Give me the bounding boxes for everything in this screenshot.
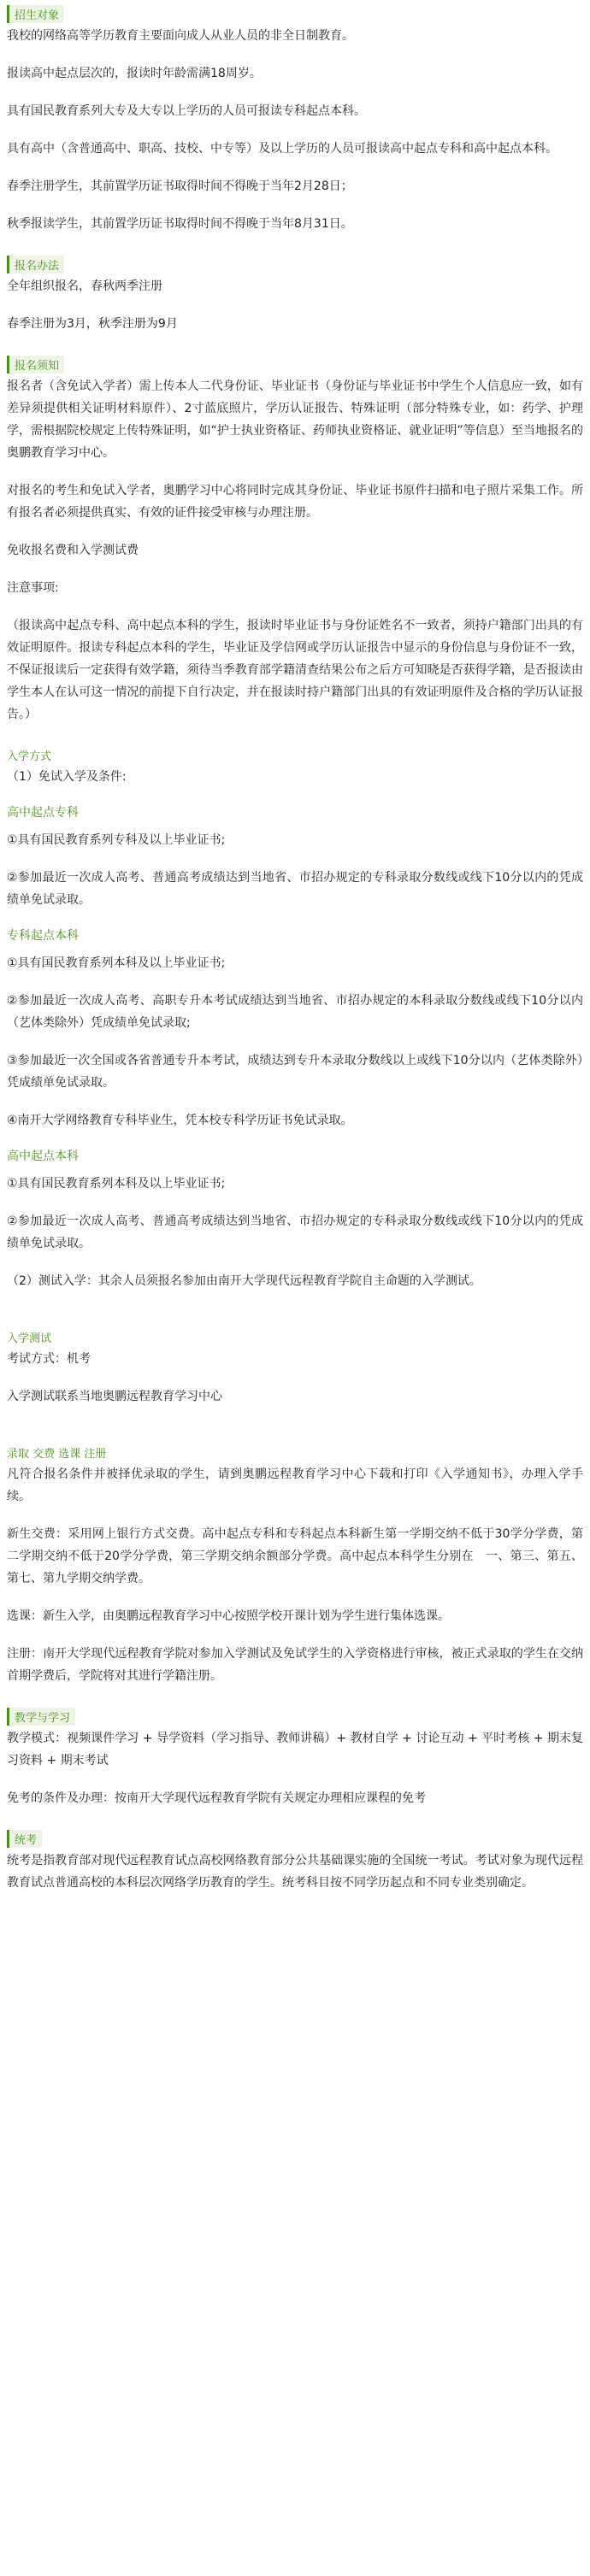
section-heading: 入学方式 xyxy=(7,750,52,763)
paragraph: 教学模式：视频课件学习 + 导学资料（学习指导、教师讲稿）+ 教材自学 + 讨论互动 + 平时考核 + 期末复习资料 + 期末考试 xyxy=(7,1732,583,1767)
paragraph: 我校的网络高等学历教育主要面向成人从业人员的非全日制教育。 xyxy=(7,29,354,43)
paragraph: 报读高中起点层次的，报读时年龄需满18周岁。 xyxy=(7,67,262,80)
paragraph: 春季注册学生，其前置学历证书取得时间不得晚于当年2月28日； xyxy=(7,179,353,193)
paragraph: ①具有国民教育系列本科及以上毕业证书; xyxy=(7,956,226,970)
section-admission-fees xyxy=(7,1438,583,1687)
paragraph: （1）免试入学及条件: xyxy=(7,770,127,784)
section-enrollment-target xyxy=(7,0,583,235)
paragraph: 选课：新生入学，由奥鹏远程教育学习中心按照学校开课计划为学生进行集体选课。 xyxy=(7,1609,450,1623)
section-heading: 报名须知 xyxy=(7,356,64,373)
section-heading: 报名办法 xyxy=(7,256,64,273)
paragraph: ②参加最近一次成人高考、高职专升本考试成绩达到当地省、市招办规定的本科录取分数线或线下10分以内（艺体类除外）凭成绩单免试录取; xyxy=(7,994,583,1030)
section-registration-method xyxy=(7,250,583,335)
paragraph: ④南开大学网络教育专科毕业生，凭本校专科学历证书免试录取。 xyxy=(7,1114,353,1127)
paragraph: 具有国民教育系列大专及大专以上学历的人员可报读专科起点本科。 xyxy=(7,104,366,118)
paragraph: 报名者（含免试入学者）需上传本人二代身份证、毕业证书（身份证与毕业证书中学生个人信息应一致，如有差异须提供相关证明材料原件）、2寸蓝底照片，学历认证报告、特殊证明（部分特殊专业，如：药学、护理学，需根据院校规定上传特殊证明，如“护士执业资格证、药师执业资格证、就业证明”等信息）至当地报名的奥鹏教育学习中心。 xyxy=(7,379,583,460)
subsection-heading: 高中起点专科 xyxy=(7,806,79,820)
section-teaching-learning xyxy=(7,1703,583,1809)
paragraph: ①具有国民教育系列本科及以上毕业证书; xyxy=(7,1177,226,1191)
paragraph: 新生交费：采用网上银行方式交费。高中起点专科和专科起点本科新生第一学期交纳不低于30学分学费，第二学期交纳不低于20学分学费，第三学期交纳余额部分学费。高中起点本科学生分别在 一、第三、第五、第七、第九学期交纳学费。 xyxy=(7,1527,583,1585)
subsection-heading: 专科起点本科 xyxy=(7,929,79,943)
section-heading: 教学与学习 xyxy=(7,1708,75,1726)
paragraph: （报读高中起点专科、高中起点本科的学生，报读时毕业证书与身份证姓名不一致者，须持户籍部门出具的有效证明原件。报读专科起点本科的学生，毕业证及学信网或学历认证报告中显示的身份信息与身份证不一致，不保证报读后一定获得有效学籍，须待当季教育部学籍清查结果公布之后方可知晓是否获得学籍，是否报读由学生本人在认可这一情况的前提下自行决定，并在报读时持户籍部门出具的有效证明原件及合格的学历认证报告。） xyxy=(7,619,583,721)
paragraph: 注册：南开大学现代远程教育学院对参加入学测试及免试学生的入学资格进行审核，被正式录取的学生在交纳首期学费后，学院将对其进行学籍注册。 xyxy=(7,1647,583,1683)
paragraph: ②参加最近一次成人高考、普通高考成绩达到当地省、市招办规定的专科录取分数线或线下10分以内的凭成绩单免试录取。 xyxy=(7,1214,583,1250)
section-heading: 统考 xyxy=(7,1830,42,1848)
paragraph: 春季注册为3月，秋季注册为9月 xyxy=(7,317,178,331)
paragraph: 统考是指教育部对现代远程教育试点高校网络教育部分公共基础课实施的全国统一考试。考试对象为现代远程教育试点普通高校的本科层次网络学历教育的学生。统考科目按不同学历起点和不同专业类别确定。 xyxy=(7,1854,583,1890)
paragraph: ③参加最近一次全国或各省普通专升本考试，成绩达到专升本录取分数线以上或线下10分以内（艺体类除外）凭成绩单免试录取。 xyxy=(7,1054,583,1090)
subsection-heading: 高中起点本科 xyxy=(7,1150,79,1163)
paragraph: 考试方式：机考 xyxy=(7,1352,91,1366)
section-entrance-test xyxy=(7,1323,583,1408)
paragraph: ②参加最近一次成人高考、普通高考成绩达到当地省、市招办规定的专科录取分数线或线下10分以内的凭成绩单免试录取。 xyxy=(7,871,583,907)
paragraph: 具有高中（含普通高中、职高、技校、中专等）及以上学历的人员可报读高中起点专科和高中起点本科。 xyxy=(7,142,558,156)
section-registration-notes xyxy=(7,350,583,726)
section-heading: 招生对象 xyxy=(7,5,64,23)
section-heading: 录取 交费 选课 注册 xyxy=(7,1448,107,1461)
paragraph: ①具有国民教育系列专科及以上毕业证书; xyxy=(7,833,226,847)
spacer xyxy=(7,1423,583,1438)
paragraph: 免考的条件及办理：按南开大学现代远程教育学院有关规定办理相应课程的免考 xyxy=(7,1791,426,1805)
section-admission-methods xyxy=(7,741,583,1292)
paragraph: 凡符合报名条件并被择优录取的学生，请到奥鹏远程教育学习中心下载和打印《入学通知书》，办理入学手续。 xyxy=(7,1467,583,1503)
paragraph: 秋季报读学生，其前置学历证书取得时间不得晚于当年8月31日。 xyxy=(7,217,353,231)
paragraph: （2）测试入学：其余人员须报名参加由南开大学现代远程教育学院自主命题的入学测试。 xyxy=(7,1274,481,1288)
spacer xyxy=(7,1308,583,1323)
paragraph: 入学测试联系当地奥鹏远程教育学习中心 xyxy=(7,1390,222,1403)
paragraph: 对报名的考生和免试入学者，奥鹏学习中心将同时完成其身份证、毕业证书原件扫描和电子照片采集工作。所有报名者必须提供真实、有效的证件接受审核与办理注册。 xyxy=(7,484,583,520)
section-heading: 入学测试 xyxy=(7,1332,52,1345)
section-unified-exam xyxy=(7,1825,583,1894)
paragraph: 注意事项: xyxy=(7,581,59,595)
paragraph: 免收报名费和入学测试费 xyxy=(7,544,139,557)
paragraph: 全年组织报名，春秋两季注册 xyxy=(7,279,162,293)
